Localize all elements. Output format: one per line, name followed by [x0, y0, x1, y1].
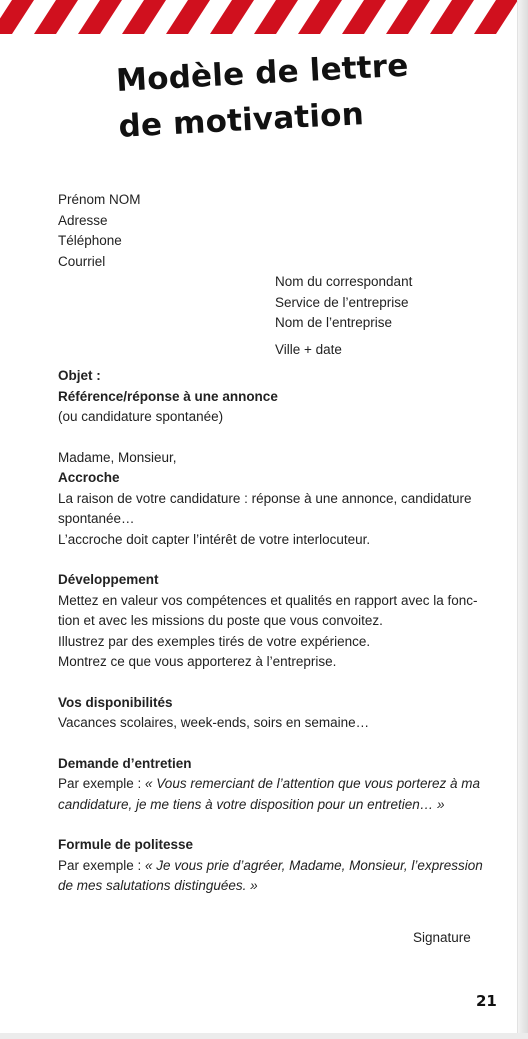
politesse-section [58, 835, 483, 897]
salutation: Madame, Monsieur, [58, 449, 177, 465]
developpement-line: Mettez en valeur vos compétences et qualités en rapport avec la fonc- [58, 592, 478, 608]
signature: Signature [413, 930, 471, 945]
politesse-heading: Formule de politesse [58, 837, 194, 852]
stripe [166, 0, 210, 34]
accroche-line: spontanée… [58, 511, 135, 526]
entretien-section [58, 754, 480, 816]
entretien-line-1 [58, 774, 480, 795]
developpement-heading: Développement [58, 572, 159, 587]
recipient-name: Nom du correspondant [275, 274, 413, 289]
stripe [474, 0, 518, 34]
sender-email: Courriel [58, 253, 106, 269]
stripe [254, 0, 298, 34]
subject-block [58, 366, 473, 428]
sender-name: Prénom NOM [58, 192, 141, 207]
entretien-heading: Demande d’entretien [58, 755, 192, 771]
diagonal-stripes [0, 0, 528, 36]
accroche-line: La raison de votre candidature : réponse à une annonce, candidature [58, 490, 472, 506]
subject-note: (ou candidature spontanée) [58, 409, 224, 424]
politesse-prefix: Par exemple : [58, 857, 146, 873]
letter-body [58, 190, 483, 897]
recipient-company: Nom de l’entreprise [275, 315, 393, 330]
stripe [298, 0, 342, 34]
stripe [122, 0, 166, 34]
disponibilites-section [58, 693, 473, 734]
stripe [386, 0, 430, 34]
accroche-line: L’accroche doit capter l’intérêt de votre interlocuteur. [58, 531, 371, 547]
developpement-line: Montrez ce que vous apporterez à l’entreprise. [58, 654, 337, 669]
stripe [78, 0, 122, 34]
red-stripe-border [0, 0, 528, 36]
recipient-service: Service de l’entreprise [275, 294, 409, 310]
stripe [342, 0, 386, 34]
place-date: Ville + date [275, 341, 342, 357]
subject-reference: Référence/réponse à une annonce [58, 388, 278, 404]
title-line-1: Modèle de lettre [115, 47, 410, 99]
sender-block [58, 190, 473, 272]
entretien-quote-1: « Vous remerciant de l’attention que vous porterez à ma [145, 776, 480, 791]
developpement-section [58, 570, 478, 673]
sender-phone: Téléphone [58, 233, 122, 248]
politesse-quote-1: « Je vous prie d’agréer, Madame, Monsieur, l’expression [145, 857, 483, 873]
stripe [34, 0, 78, 34]
stripe [430, 0, 474, 34]
accroche-heading: Accroche [58, 470, 120, 485]
recipient-block [275, 272, 473, 360]
developpement-line: Illustrez par des exemples tirés de votre expérience. [58, 633, 371, 649]
title-line-2: de motivation [117, 96, 365, 145]
sender-address: Adresse [58, 212, 108, 228]
entretien-prefix: Par exemple : [58, 776, 146, 791]
subject-label: Objet : [58, 368, 101, 383]
disponibilites-heading: Vos disponibilités [58, 694, 173, 710]
stripe [210, 0, 254, 34]
page-number: 21 [476, 992, 497, 1010]
page-bottom-edge [0, 1033, 528, 1039]
accroche-section [58, 468, 473, 550]
page-title [115, 43, 412, 150]
stripe [0, 0, 34, 34]
disponibilites-line: Vacances scolaires, week-ends, soirs en semaine… [58, 715, 370, 730]
page-edge [517, 0, 528, 1039]
developpement-line: tion et avec les missions du poste que vous convoitez. [58, 613, 383, 628]
politesse-line-1 [58, 856, 483, 877]
politesse-quote-2: de mes salutations distinguées. » [58, 878, 258, 893]
entretien-quote-2: candidature, je me tiens à votre disposition pour un entretien… » [58, 796, 445, 812]
